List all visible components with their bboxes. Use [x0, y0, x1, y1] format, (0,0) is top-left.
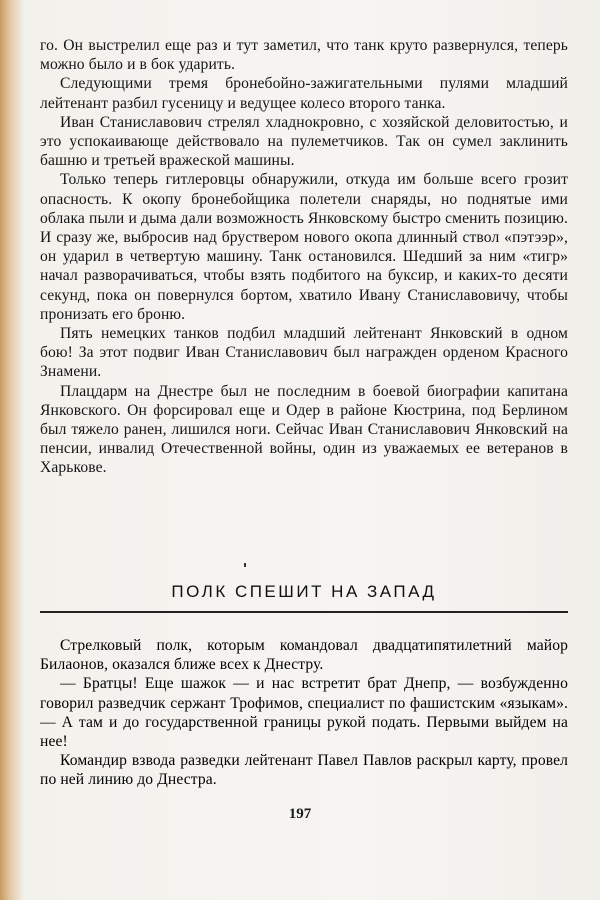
heading-rule: [40, 611, 568, 613]
paragraph: Следующими тремя бронебойно-зажигательными пулями младший лейтенант разбил гусеницу и ведущее колесо второго танка.: [40, 75, 568, 112]
paragraph: Иван Станиславович стрелял хладнокровно, с хозяйской деловитостью, и это успокаивающе действовало на пулеметчиков. Так он сумел заклинить башню и третьей вражеской машины.: [40, 113, 568, 170]
paragraph: Командир взвода разведки лейтенант Павел Павлов раскрыл карту, провел по ней линию до Днестра.: [40, 752, 568, 789]
page-number: 197: [288, 806, 312, 822]
section-heading: ПОЛК СПЕШИТ НА ЗАПАД: [171, 582, 437, 601]
section-one-text: [40, 36, 568, 478]
paragraph: Только теперь гитлеровцы обнаружили, откуда им больше всего грозит опасность. К окопу бронебойщика полетели снаряды, но поднятые ими облака пыли и дыма дали возможность Янковскому быстро сменить позицию. И сразу же, выбросив над бруствером нового окопа длинный ствол «пэтээр», он ударил в четвертую машину. Танк остановился. Шедший за ним «тигр» начал разворачиваться, чтобы взять подбитого на буксир, и каких-то десяти секунд, пока он повернулся бортом, хватило Ивану Станиславовичу, чтобы пронизать его броню.: [40, 171, 568, 323]
paragraph: Плацдарм на Днестре был не последним в боевой биографии капитана Янковского. Он форсировал еще и Одер в районе Кюстрина, под Берлином был тяжело ранен, лишился ноги. Сейчас Иван Станиславович Янковский на пенсии, инвалид Отечественной войны, один из уважаемых ее ветеранов в Харькове.: [40, 382, 568, 477]
paragraph: го. Он выстрелил еще раз и тут заметил, что танк круто развернулся, теперь можно было и в бок ударить.: [40, 37, 568, 74]
ink-speck: [244, 563, 246, 567]
paragraph: — Братцы! Еще шажок — и нас встретит брат Днепр, — возбужденно говорил разведчик сержант Трофимов, специалист по фашистским «языкам». — А там и до государственной границы рукой подать. Первыми выйдем на нее!: [40, 675, 568, 751]
section-two-text: [40, 636, 568, 790]
paragraph: Пять немецких танков подбил младший лейтенант Янковский в одном бою! За этот подвиг Иван Станиславович был награжден орденом Красного Знамени.: [40, 325, 568, 381]
paragraph: Стрелковый полк, которым командовал двадцатипятилетний майор Билаонов, оказался ближе всех к Днестру.: [40, 637, 568, 674]
